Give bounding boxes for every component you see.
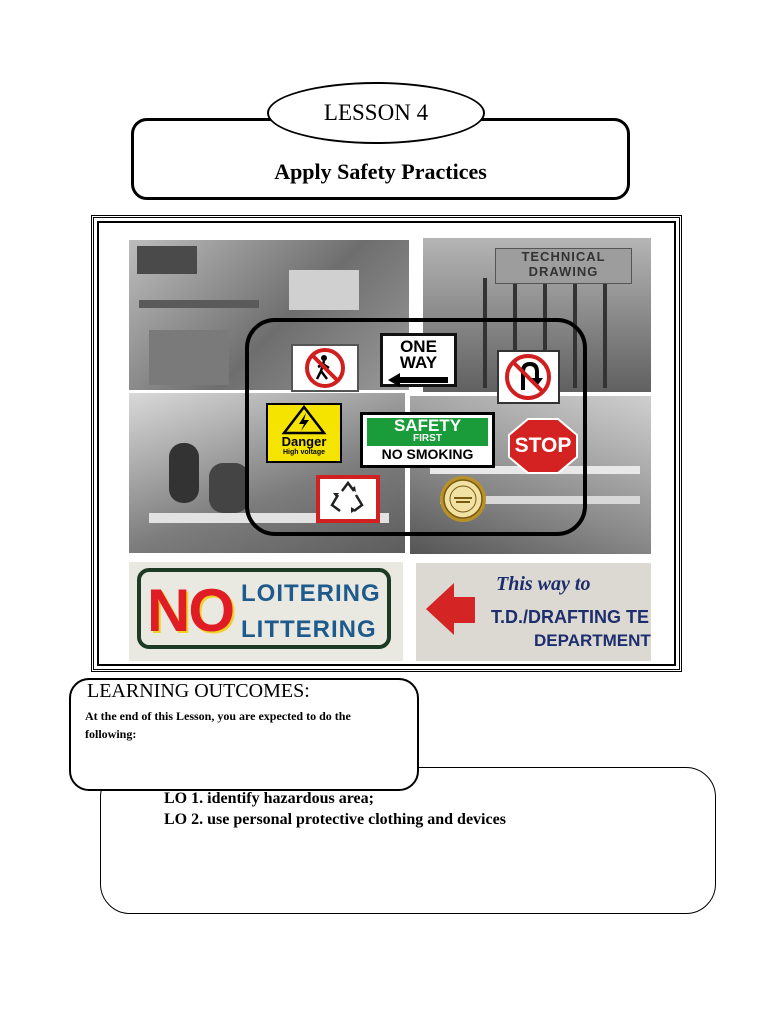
safety-label: SAFETY [393,416,462,435]
no-pedestrian-sign [291,344,359,392]
no-word: NO [147,577,233,644]
one-way-sign [380,333,457,387]
recycle-sign [316,475,380,523]
learning-outcomes-header-box [69,678,419,791]
recycle-icon [320,479,376,519]
stop-sign [508,418,578,474]
td-drafting-text: T.D./DRAFTING TE [491,607,649,627]
outcome-item: LO 2. use personal protective clothing and devices [164,811,506,828]
rules-seal-emblem [432,475,494,523]
seal-icon [432,475,494,523]
littering-word: LITTERING [241,616,377,643]
no-pedestrian-icon [293,346,357,390]
red-arrow-body [453,597,475,623]
no-u-turn-icon [499,352,558,402]
one-way-line2: WAY [399,353,438,372]
technical-drawing-sign [495,248,632,284]
left-arrow-icon [388,373,450,387]
safety-first-no-smoking-sign [360,412,495,468]
loitering-word: LOITERING [241,580,381,607]
danger-label: Danger [281,434,327,449]
drafting-department-banner [416,563,651,661]
red-arrow-icon [426,583,454,635]
stop-label: STOP [514,434,572,457]
no-loitering-littering-banner [129,562,403,661]
lesson-title: Apply Safety Practices [274,159,487,184]
technical-drawing-line1: TECHNICAL [521,249,606,264]
danger-high-voltage-sign [266,403,342,463]
outcome-item: LO 1. identify hazardous area; [164,790,374,807]
technical-drawing-line2: DRAWING [528,264,599,279]
high-voltage-icon [268,405,340,435]
no-smoking-label: NO SMOKING [381,446,474,462]
danger-sublabel: High voltage [282,449,325,456]
one-way-line1: ONE [400,337,437,356]
safety-first-band [367,418,488,446]
no-u-turn-sign [497,350,560,404]
lesson-label: LESSON 4 [267,82,485,144]
department-text: DEPARTMENT [534,631,651,650]
learning-outcomes-heading: LEARNING OUTCOMES: [87,680,310,702]
this-way-to-text: This way to [496,573,591,595]
learning-outcomes-intro: At the end of this Lesson, you are expected to do the following: [85,709,351,741]
first-label: FIRST [413,433,442,444]
